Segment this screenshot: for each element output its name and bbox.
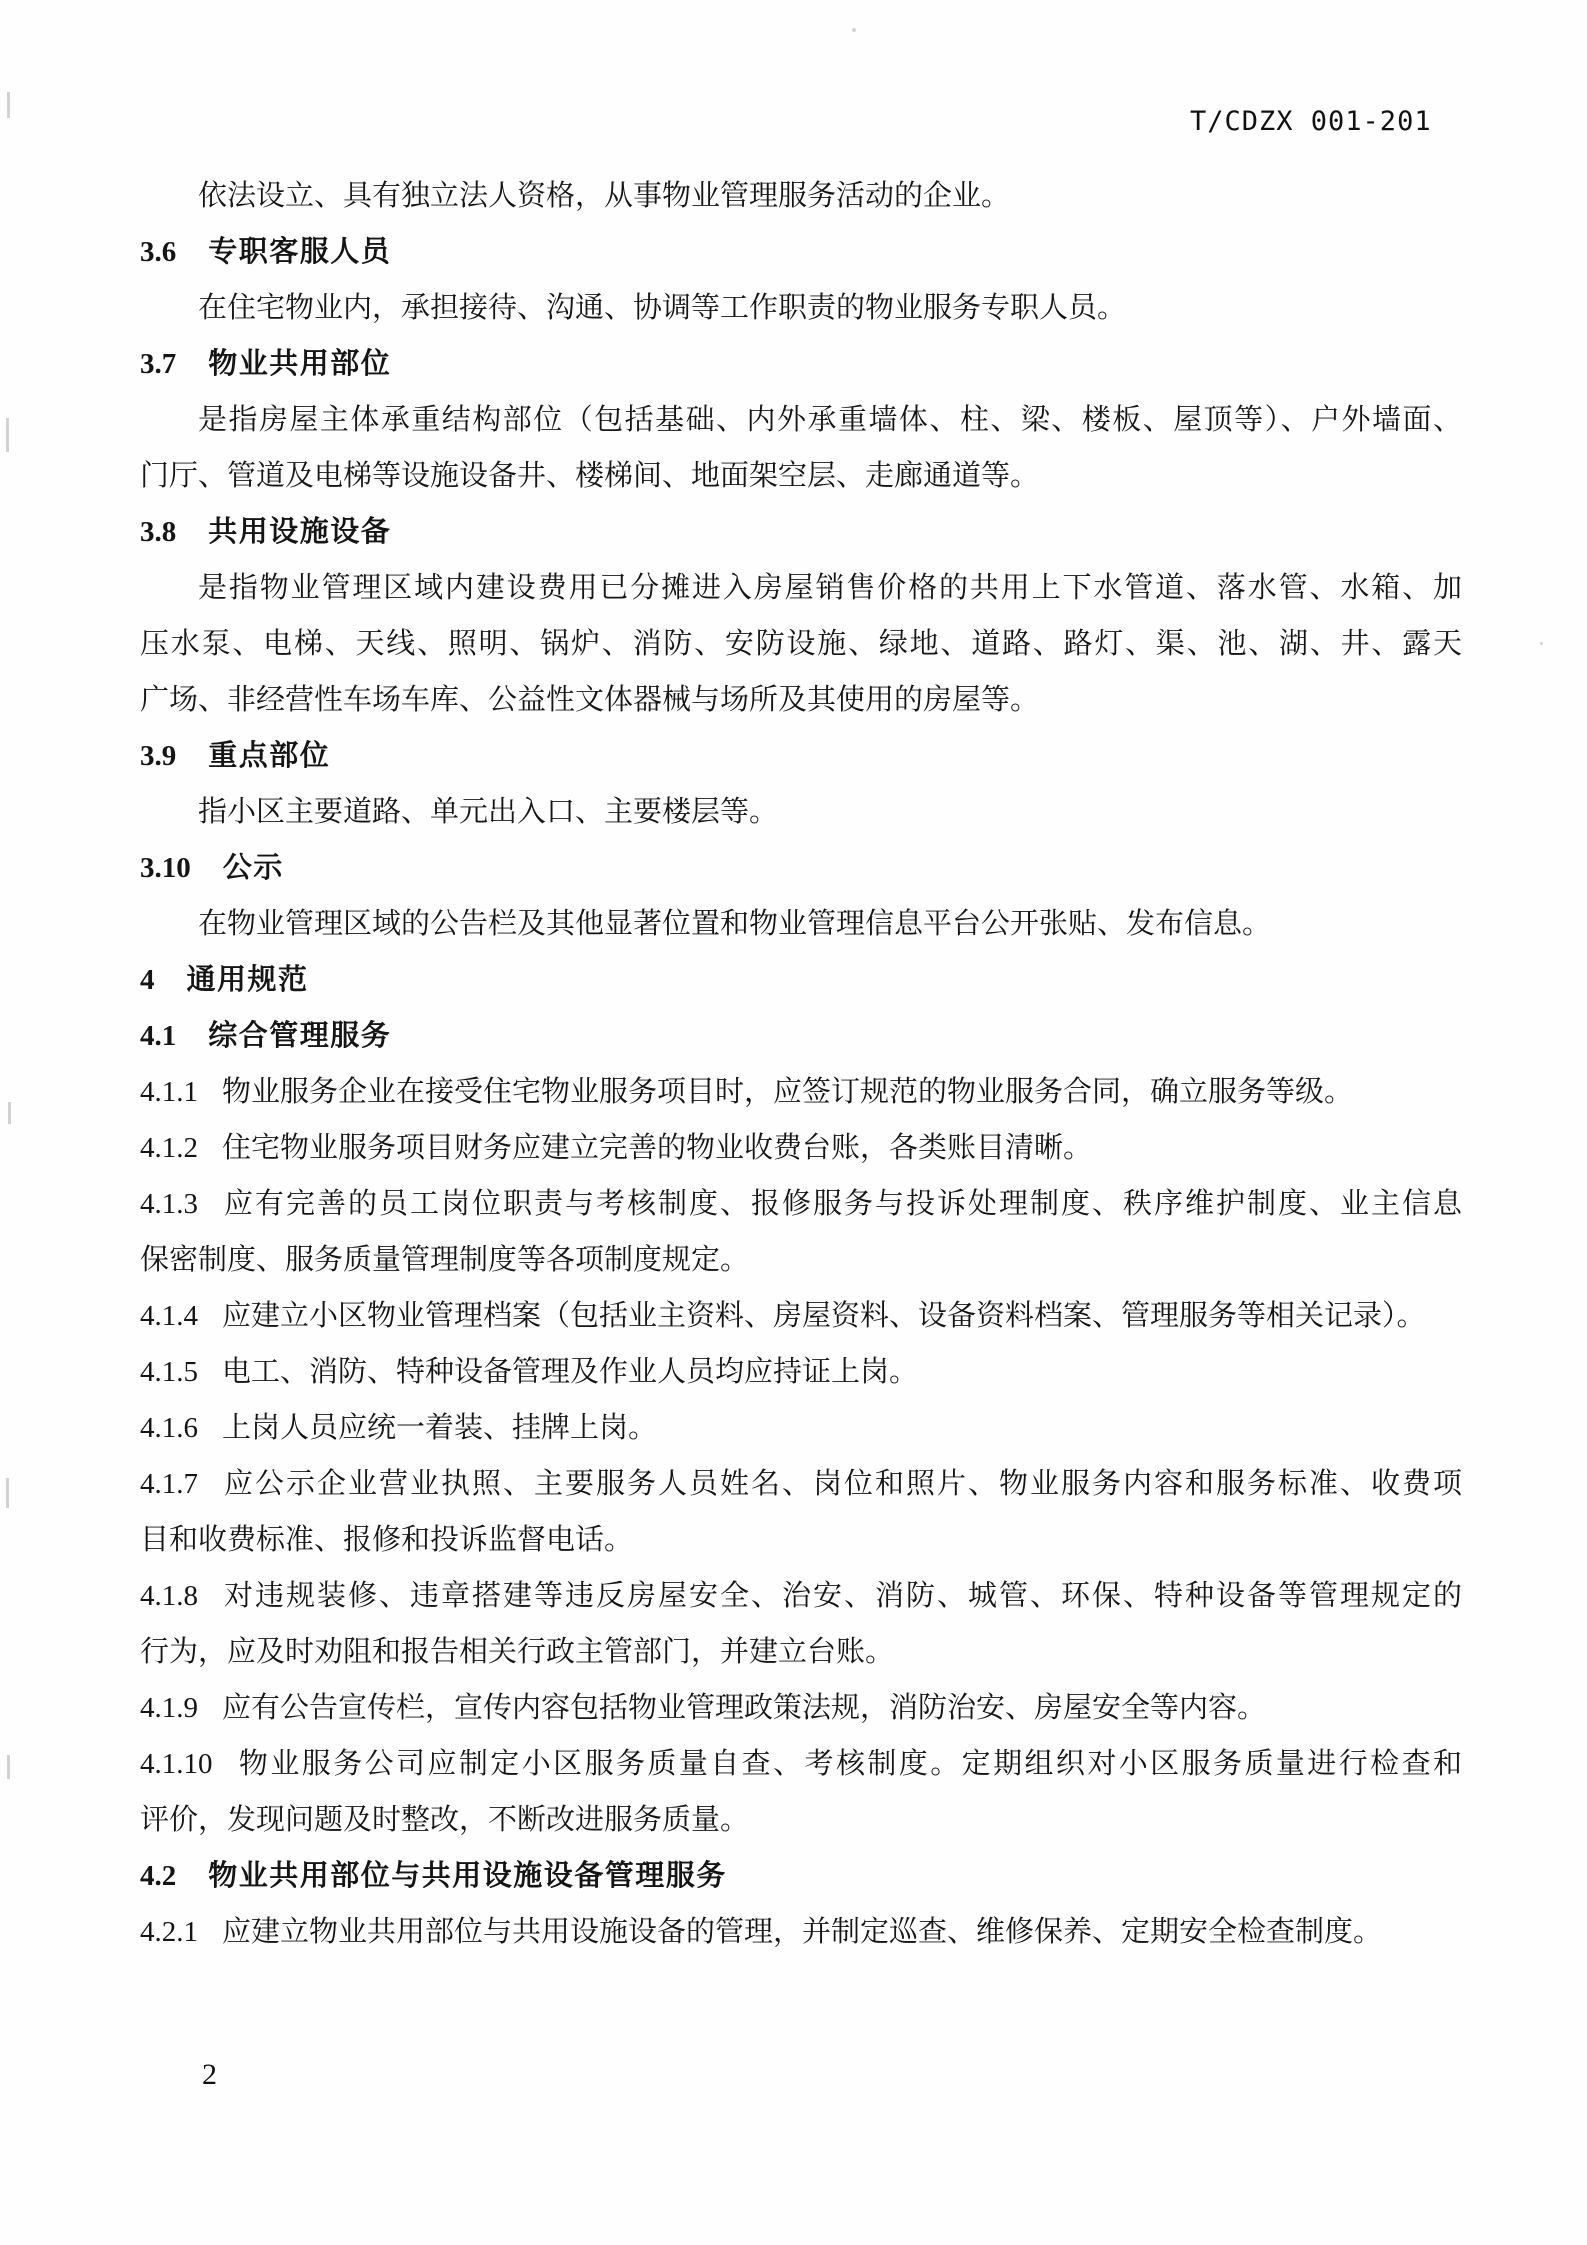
line-text: 广场、非经营性车场车库、公益性文体器械与场所及其使用的房屋等。 <box>140 684 1040 716</box>
scan-artifact <box>6 1478 9 1508</box>
clause-number: 4.1.1 <box>140 1076 198 1108</box>
clause-number: 4.1.5 <box>140 1356 198 1388</box>
text-line <box>140 1064 1462 1120</box>
text-line <box>140 392 1462 448</box>
text-line <box>140 1680 1462 1736</box>
line-text: 应有完善的员工岗位职责与考核制度、报修服务与投诉处理制度、秩序维护制度、业主信息 <box>222 1188 1462 1220</box>
clause-number: 4.1.6 <box>140 1412 198 1444</box>
section-heading <box>140 224 1462 280</box>
section-heading <box>140 1008 1462 1064</box>
line-text: 依法设立、具有独立法人资格，从事物业管理服务活动的企业。 <box>198 180 1011 212</box>
text-line <box>140 1176 1462 1232</box>
section-heading <box>140 728 1462 784</box>
line-text: 专职客服人员 <box>208 236 392 268</box>
clause-number: 3.8 <box>140 516 177 548</box>
section-heading <box>140 1848 1462 1904</box>
line-text: 物业共用部位 <box>208 348 392 380</box>
text-line <box>140 1512 1462 1568</box>
scan-artifact <box>1540 642 1543 645</box>
line-text: 在住宅物业内，承担接待、沟通、协调等工作职责的物业服务专职人员。 <box>198 292 1127 324</box>
line-text: 通用规范 <box>186 964 309 996</box>
scan-artifact <box>6 418 9 452</box>
section-heading <box>140 504 1462 560</box>
scan-artifact <box>7 1755 10 1779</box>
standard-code-header: T/CDZX 001-201 <box>1190 106 1432 137</box>
line-text: 门厅、管道及电梯等设施设备井、楼梯间、地面架空层、走廊通道等。 <box>140 460 1040 492</box>
line-text: 物业共用部位与共用设施设备管理服务 <box>208 1860 727 1892</box>
line-text: 是指物业管理区域内建设费用已分摊进入房屋销售价格的共用上下水管道、落水管、水箱、加 <box>198 572 1462 604</box>
line-text: 指小区主要道路、单元出入口、主要楼层等。 <box>198 796 779 828</box>
line-text: 公示 <box>222 852 284 884</box>
clause-number: 4.1.10 <box>140 1748 213 1780</box>
text-line <box>140 1568 1462 1624</box>
text-line <box>140 896 1462 952</box>
document-body <box>140 168 1462 1960</box>
text-line <box>140 784 1462 840</box>
line-text: 压水泵、电梯、天线、照明、锅炉、消防、安防设施、绿地、道路、路灯、渠、池、湖、井、露天 <box>140 628 1462 660</box>
scan-artifact <box>852 28 856 32</box>
line-text: 行为，应及时劝阻和报告相关行政主管部门，并建立台账。 <box>140 1636 895 1668</box>
text-line <box>140 616 1462 672</box>
line-text: 电工、消防、特种设备管理及作业人员均应持证上岗。 <box>222 1356 919 1388</box>
line-text: 评价，发现问题及时整改，不断改进服务质量。 <box>140 1804 750 1836</box>
text-line <box>140 1736 1462 1792</box>
text-line <box>140 168 1462 224</box>
text-line <box>140 560 1462 616</box>
clause-number: 4.1 <box>140 1020 177 1052</box>
line-text: 共用设施设备 <box>208 516 392 548</box>
line-text: 应公示企业营业执照、主要服务人员姓名、岗位和照片、物业服务内容和服务标准、收费项 <box>222 1468 1462 1500</box>
text-line <box>140 1120 1462 1176</box>
clause-number: 4 <box>140 964 155 996</box>
line-text: 对违规装修、违章搭建等违反房屋安全、治安、消防、城管、环保、特种设备等管理规定的 <box>222 1580 1462 1612</box>
clause-number: 4.1.4 <box>140 1300 198 1332</box>
line-text: 物业服务公司应制定小区服务质量自查、考核制度。定期组织对小区服务质量进行检查和 <box>236 1748 1462 1780</box>
clause-number: 4.1.2 <box>140 1132 198 1164</box>
clause-number: 4.1.8 <box>140 1580 198 1612</box>
line-text: 应建立物业共用部位与共用设施设备的管理，并制定巡查、维修保养、定期安全检查制度。 <box>222 1916 1383 1948</box>
clause-number: 4.1.9 <box>140 1692 198 1724</box>
line-text: 物业服务企业在接受住宅物业服务项目时，应签订规范的物业服务合同，确立服务等级。 <box>222 1076 1354 1108</box>
clause-number: 4.2.1 <box>140 1916 198 1948</box>
line-text: 应建立小区物业管理档案（包括业主资料、房屋资料、设备资料档案、管理服务等相关记录）。 <box>222 1300 1426 1332</box>
line-text: 在物业管理区域的公告栏及其他显著位置和物业管理信息平台公开张贴、发布信息。 <box>198 908 1272 940</box>
clause-number: 4.1.3 <box>140 1188 198 1220</box>
text-line <box>140 672 1462 728</box>
section-heading <box>140 840 1462 896</box>
line-text: 综合管理服务 <box>208 1020 392 1052</box>
text-line <box>140 1288 1462 1344</box>
clause-number: 3.9 <box>140 740 177 772</box>
text-line <box>140 448 1462 504</box>
section-heading <box>140 952 1462 1008</box>
page-number: 2 <box>202 2058 217 2091</box>
scan-artifact <box>7 92 10 118</box>
line-text: 上岗人员应统一着装、挂牌上岗。 <box>222 1412 658 1444</box>
text-line <box>140 1232 1462 1288</box>
section-heading <box>140 336 1462 392</box>
clause-number: 3.10 <box>140 852 191 884</box>
text-line <box>140 1456 1462 1512</box>
clause-number: 3.6 <box>140 236 177 268</box>
clause-number: 4.1.7 <box>140 1468 198 1500</box>
line-text: 是指房屋主体承重结构部位（包括基础、内外承重墙体、柱、梁、楼板、屋顶等）、户外墙面、 <box>198 404 1462 436</box>
text-line <box>140 1344 1462 1400</box>
text-line <box>140 1904 1462 1960</box>
line-text: 目和收费标准、报修和投诉监督电话。 <box>140 1524 634 1556</box>
text-line <box>140 1400 1462 1456</box>
line-text: 应有公告宣传栏，宣传内容包括物业管理政策法规，消防治安、房屋安全等内容。 <box>222 1692 1267 1724</box>
clause-number: 3.7 <box>140 348 177 380</box>
text-line <box>140 1624 1462 1680</box>
line-text: 保密制度、服务质量管理制度等各项制度规定。 <box>140 1244 750 1276</box>
line-text: 住宅物业服务项目财务应建立完善的物业收费台账，各类账目清晰。 <box>222 1132 1093 1164</box>
line-text: 重点部位 <box>208 740 331 772</box>
text-line <box>140 1792 1462 1848</box>
scan-artifact <box>8 1102 11 1124</box>
text-line <box>140 280 1462 336</box>
clause-number: 4.2 <box>140 1860 177 1892</box>
